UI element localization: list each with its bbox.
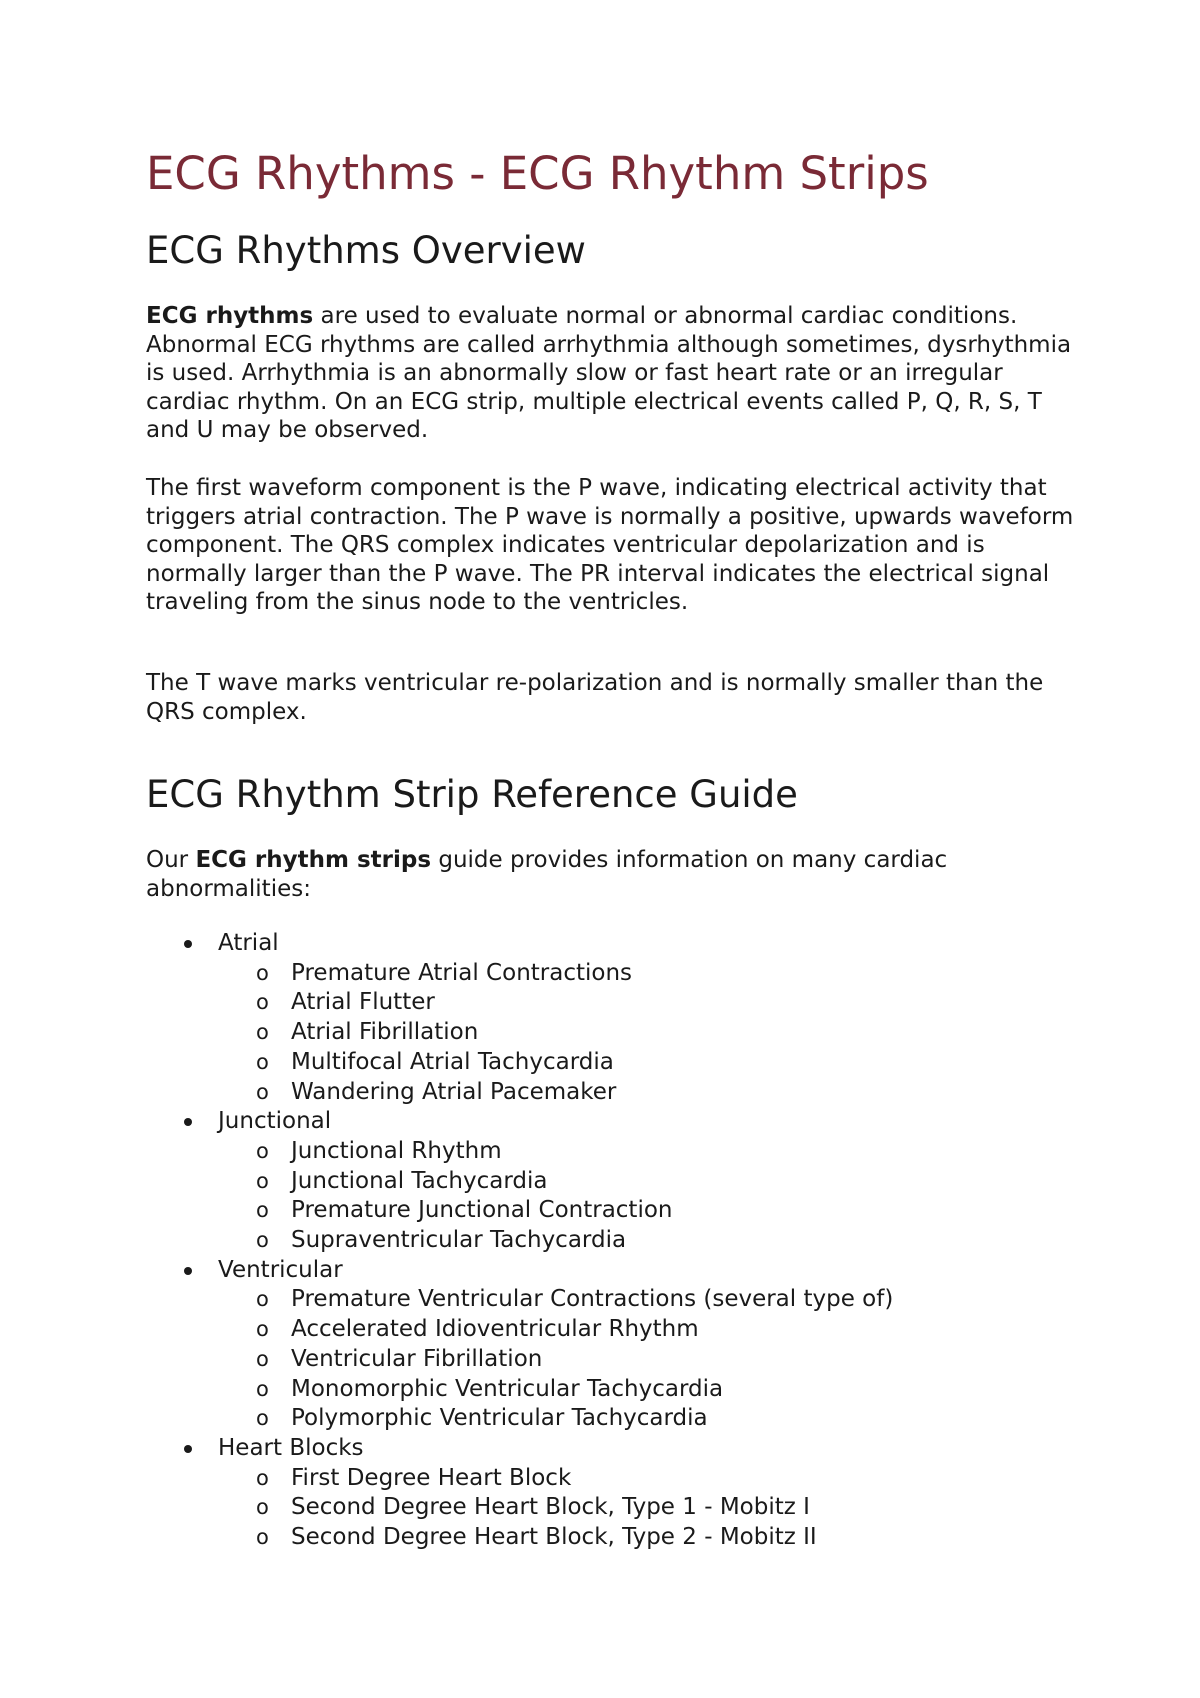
rhythm-name: Wandering Atrial Pacemaker [291,1078,617,1105]
category-label: Heart Blocks [218,1434,364,1461]
rhythm-name: Premature Ventricular Contractions (several type of) [291,1286,894,1313]
category-item [146,1434,1076,1553]
overview-paragraph-1-text: are used to evaluate normal or abnormal cardiac conditions. Abnormal ECG rhythms are called arrhythmia although sometimes, dysrhythmia is used. Arrhythmia is an abnormally slow or fast heart rate or an irregular cardiac rhythm. On an ECG strip, multiple electrical events called P, Q, R, S, T and U may be observed. [146,303,1072,443]
rhythm-list-item [146,1226,1076,1256]
category-item [146,929,1076,1107]
hollow-bullet-icon: o [256,1495,269,1520]
hollow-bullet-icon: o [256,1525,269,1550]
hollow-bullet-icon: o [256,1465,269,1490]
rhythm-sub-list [218,1137,1076,1256]
hollow-bullet-icon: o [256,1376,269,1401]
guide-heading: ECG Rhythm Strip Reference Guide [146,773,798,816]
rhythm-name: Multifocal Atrial Tachycardia [291,1048,614,1075]
rhythm-sub-list [218,1285,1076,1434]
rhythm-list-item [146,988,1076,1018]
rhythm-list-item [146,1078,1076,1108]
rhythm-list-item [146,1285,1076,1315]
rhythm-name: Premature Junctional Contraction [291,1197,673,1224]
category-item [146,1107,1076,1256]
guide-intro-paragraph [146,846,1076,903]
category-label: Junctional [218,1108,332,1135]
hollow-bullet-icon: o [256,960,269,985]
overview-paragraph-3: The T wave marks ventricular re-polarization and is normally smaller than the QRS complex. [146,670,1044,725]
hollow-bullet-icon: o [256,1049,269,1074]
category-label: Atrial [218,930,279,956]
rhythm-list-item [146,1315,1076,1345]
rhythm-name: Atrial Flutter [291,989,435,1016]
rhythm-list-item [146,1167,1076,1197]
guide-bold-term: ECG rhythm strips [195,847,432,873]
rhythm-list-item [146,959,1076,989]
hollow-bullet-icon: o [256,1020,269,1045]
document-title: ECG Rhythms - ECG Rhythm Strips [146,147,929,200]
rhythm-sub-list [218,959,1076,1108]
hollow-bullet-icon: o [256,1198,269,1223]
hollow-bullet-icon: o [256,1079,269,1104]
rhythm-name: First Degree Heart Block [291,1464,572,1491]
overview-paragraph-1 [146,302,1076,445]
rhythm-name: Monomorphic Ventricular Tachycardia [291,1375,724,1402]
rhythm-list-item [146,1196,1076,1226]
category-label: Ventricular [218,1256,343,1283]
guide-intro-start: Our [146,847,196,873]
hollow-bullet-icon: o [256,1406,269,1431]
rhythm-name: Accelerated Idioventricular Rhythm [291,1316,699,1343]
rhythm-name: Polymorphic Ventricular Tachycardia [291,1405,708,1432]
rhythm-name: Atrial Fibrillation [291,1019,479,1046]
bullet-icon [184,1118,192,1126]
guide-intro-end: guide provides information on many cardiac abnormalities: [146,847,948,902]
rhythm-category-list [146,929,1076,1553]
rhythm-list-item [146,1523,1076,1553]
rhythm-name: Junctional Rhythm [291,1137,502,1164]
rhythm-name: Second Degree Heart Block, Type 1 - Mobitz I [291,1494,810,1521]
rhythm-list-item [146,1464,1076,1494]
hollow-bullet-icon: o [256,1317,269,1342]
rhythm-name: Junctional Tachycardia [291,1167,548,1194]
overview-bold-term: ECG rhythms [146,303,314,329]
rhythm-list-item [146,1345,1076,1375]
bullet-icon [184,1267,192,1275]
rhythm-list-item [146,1493,1076,1523]
hollow-bullet-icon: o [256,990,269,1015]
rhythm-name: Premature Atrial Contractions [291,959,633,986]
hollow-bullet-icon: o [256,1228,269,1253]
rhythm-name: Second Degree Heart Block, Type 2 - Mobitz II [291,1524,817,1551]
hollow-bullet-icon: o [256,1138,269,1163]
rhythm-name: Supraventricular Tachycardia [291,1227,627,1254]
bullet-icon [184,940,192,948]
rhythm-list-item [146,1137,1076,1167]
rhythm-name: Ventricular Fibrillation [291,1345,543,1372]
rhythm-list-item [146,1404,1076,1434]
rhythm-list-item [146,1375,1076,1405]
bullet-icon [184,1445,192,1453]
rhythm-list-item [146,1048,1076,1078]
hollow-bullet-icon: o [256,1168,269,1193]
rhythm-list-item [146,1018,1076,1048]
overview-paragraph-2: The first waveform component is the P wave, indicating electrical activity that triggers atrial contraction. The P wave is normally a positive, upwards waveform component. The QRS complex indicates ventricular depolarization and is normally larger than the P wave. The PR interval indicates the electrical signal traveling from the sinus node to the ventricles. [146,475,1074,615]
overview-heading: ECG Rhythms Overview [146,229,586,272]
category-item [146,1256,1076,1434]
hollow-bullet-icon: o [256,1346,269,1371]
rhythm-sub-list [218,1464,1076,1553]
hollow-bullet-icon: o [256,1287,269,1312]
